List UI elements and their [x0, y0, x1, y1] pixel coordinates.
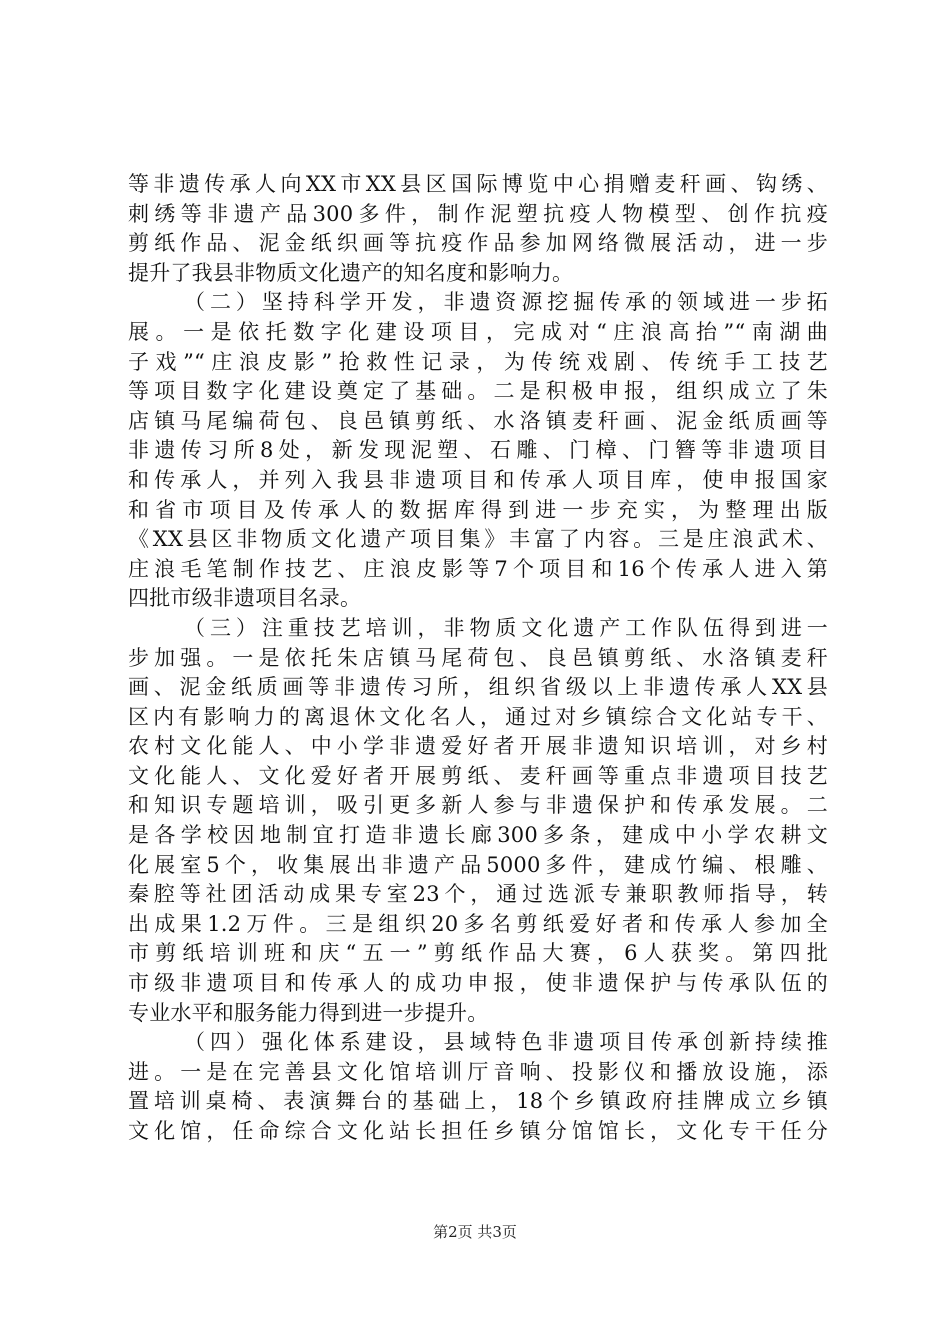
text-line: 化展室5个，收集展出非遗产品5000多件，建成竹编、根雕、 [128, 852, 828, 877]
text-line: 刺绣等非遗产品300多件，制作泥塑抗疫人物模型、创作抗疫 [128, 201, 828, 226]
text-line: 秦腔等社团活动成果专室23个，通过选派专兼职教师指导，转 [128, 882, 828, 907]
text-line: 提升了我县非物质文化遗产的知名度和影响力。 [128, 260, 574, 285]
text-line: 等非遗传承人向XX市XX县区国际博览中心捐赠麦秆画、钩绣、 [128, 172, 828, 196]
text-line: 和传承人，并列入我县非遗项目和传承人项目库，使申报国家 [128, 467, 828, 492]
text-line: 子戏”“庄浪皮影”抢救性记录，为传统戏剧、传统手工技艺 [128, 349, 828, 374]
text-line: 进。一是在完善县文化馆培训厅音响、投影仪和播放设施，添 [128, 1059, 828, 1084]
paragraph-first-line: （二）坚持科学开发，非遗资源挖掘传承的领域进一步拓 [184, 290, 828, 315]
text-line: 是各学校因地制宜打造非遗长廊300多条，建成中小学农耕文 [128, 823, 828, 848]
paragraph-first-line: （三）注重技艺培训，非物质文化遗产工作队伍得到进一 [184, 615, 828, 640]
text-line: 非遗传习所8处，新发现泥塑、石雕、门樟、门簪等非遗项目 [128, 438, 828, 463]
document-body [128, 170, 828, 1147]
text-line: 步加强。一是依托朱店镇马尾荷包、良邑镇剪纸、水洛镇麦秆 [128, 645, 828, 670]
text-line: 市级非遗项目和传承人的成功申报，使非遗保护与传承队伍的 [128, 971, 828, 996]
text-line: 市剪纸培训班和庆“五一”剪纸作品大赛，6人获奖。第四批 [128, 941, 828, 966]
paragraph-first-line: （四）强化体系建设，县域特色非遗项目传承创新持续推 [184, 1030, 828, 1055]
text-line: 店镇马尾编荷包、良邑镇剪纸、水洛镇麦秆画、泥金纸质画等 [128, 408, 828, 433]
text-line: 文化能人、文化爱好者开展剪纸、麦秆画等重点非遗项目技艺 [128, 763, 828, 788]
text-line: 庄浪毛笔制作技艺、庄浪皮影等7个项目和16个传承人进入第 [128, 556, 828, 581]
text-line: 农村文化能人、中小学非遗爱好者开展非遗知识培训，对乡村 [128, 734, 828, 759]
text-line: 剪纸作品、泥金纸织画等抗疫作品参加网络微展活动，进一步 [128, 231, 828, 256]
text-line: 展。一是依托数字化建设项目，完成对“庄浪高抬”“南湖曲 [128, 319, 828, 344]
text-line: 四批市级非遗项目名录。 [128, 586, 362, 611]
text-line: 专业水平和服务能力得到进一步提升。 [128, 1000, 489, 1025]
text-line: 和知识专题培训，吸引更多新人参与非遗保护和传承发展。二 [128, 793, 828, 818]
text-line: 画、泥金纸质画等非遗传习所，组织省级以上非遗传承人XX县 [128, 675, 828, 700]
page-footer: 第2页 共3页 [433, 1223, 517, 1241]
text-line: 文化馆，任命综合文化站长担任乡镇分馆馆长，文化专干任分 [128, 1119, 828, 1143]
text-line: 置培训桌椅、表演舞台的基础上，18个乡镇政府挂牌成立乡镇 [128, 1089, 828, 1114]
text-line: 出成果1.2万件。三是组织20多名剪纸爱好者和传承人参加全 [128, 911, 828, 936]
text-line: 区内有影响力的离退休文化名人，通过对乡镇综合文化站专干、 [128, 704, 828, 729]
text-line: 《XX县区非物质文化遗产项目集》丰富了内容。三是庄浪武术、 [128, 527, 828, 552]
text-line: 等项目数字化建设奠定了基础。二是积极申报，组织成立了朱 [128, 379, 828, 404]
text-line: 和省市项目及传承人的数据库得到进一步充实，为整理出版 [128, 497, 828, 522]
